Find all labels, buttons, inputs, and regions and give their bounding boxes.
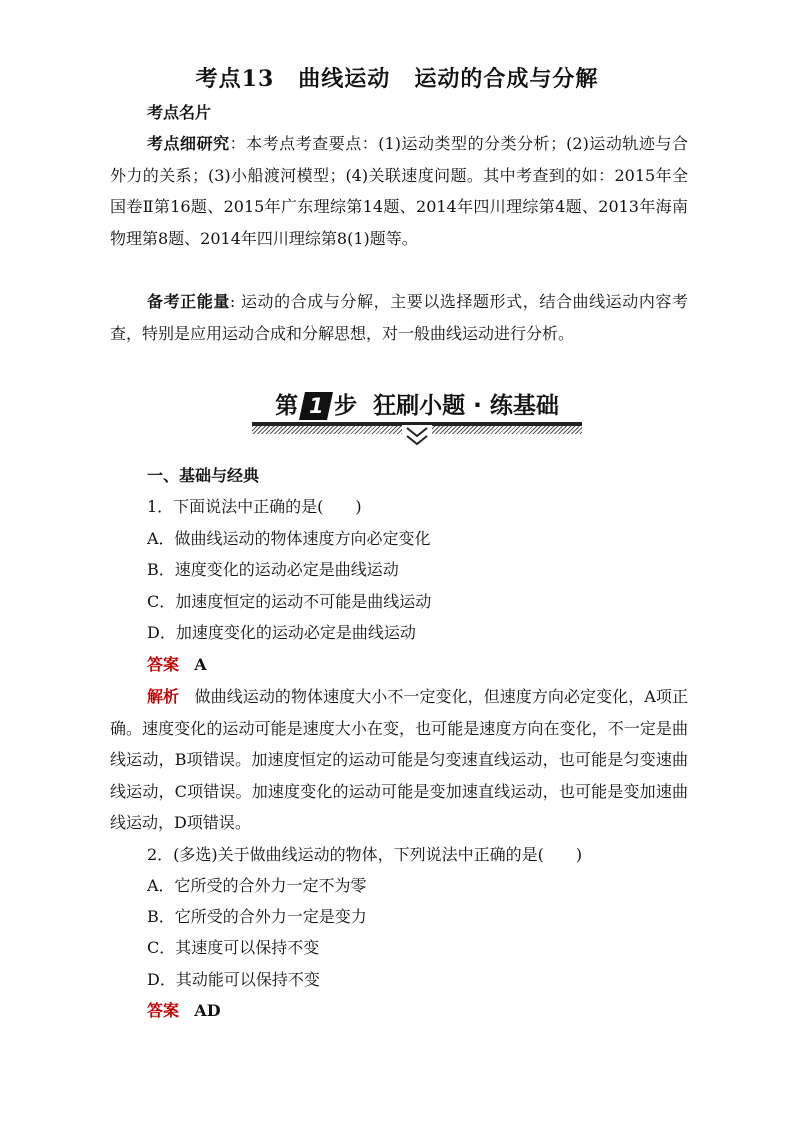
q2-answer-label: 答案 [147,1001,180,1020]
double-chevron-down-icon [402,425,432,447]
q1-option-b: B．速度变化的运动必定是曲线运动 [147,560,399,579]
q1-option-a: A．做曲线运动的物体速度方向必定变化 [147,529,431,548]
step-number-badge [299,392,333,420]
title-topic-name: 曲线运动 [298,66,391,92]
step-number: 1 [308,394,324,418]
detail-label: 考点细研究 [147,134,230,153]
detail-paragraph [110,128,688,254]
q2-option-a: A．它所受的合外力一定不为零 [147,876,367,895]
page-title [0,62,794,93]
q2-stem: 2．(多选)关于做曲线运动的物体，下列说法中正确的是( ) [147,845,583,864]
step-banner [252,383,582,453]
section-heading: 一、基础与经典 [147,466,260,485]
q2-answer-line [147,995,737,1027]
banner-title [252,387,582,420]
q1-analysis-text: 做曲线运动的物体速度大小不一定变化，但速度方向必定变化，A项正确。速度变化的运动可能是速度大小在变，也可能是速度方向在变化，不一定是曲线运动，B项错误。加速度恒定的运动可能是匀变速直线运动，也可能是匀变速曲线运动，C项错误。加速度变化的运动可能是变加速直线运动，也可能是变加速曲线运动，D项错误。 [110,687,688,832]
q1-analysis-label: 解析 [147,687,180,706]
title-topic-number: 考点13 [195,66,275,92]
banner-slogan: 狂刷小题 · 练基础 [373,393,559,419]
q2-option-c: C．其速度可以保持不变 [147,938,320,957]
energy-label: 备考正能量 [147,292,230,311]
detail-text: ：本考点考查要点：(1)运动类型的分类分析；(2)运动轨迹与合外力的关系；(3)小船渡河模型；(4)关联速度问题。其中考查到的如：2015年全国卷Ⅱ第16题、2015年广东理综第14题、2014年四川理综第4题、2013年海南物理第8题、2014年四川理综第8(1)题等。 [110,134,688,248]
q1-option-c: C．加速度恒定的运动不可能是曲线运动 [147,592,432,611]
q1-stem: 1．下面说法中正确的是( ) [147,497,362,516]
energy-paragraph [110,286,688,349]
q1-answer: A [194,655,207,674]
q1-answer-label: 答案 [147,655,180,674]
q2-option-d: D．其动能可以保持不变 [147,970,320,989]
q1-answer-line [147,649,737,681]
banner-prefix: 第 [275,393,299,419]
energy-text: : 运动的合成与分解，主要以选择题形式，结合曲线运动内容考查，特别是应用运动合成和分解思想，对一般曲线运动进行分析。 [110,292,688,343]
q1-option-d: D．加速度变化的运动必定是曲线运动 [147,623,416,642]
q1-analysis [110,681,688,839]
title-topic-subname: 运动的合成与分解 [414,66,599,92]
q2-option-b: B．它所受的合外力一定是变力 [147,907,367,926]
q2-answer: AD [194,1001,221,1020]
card-label: 考点名片 [147,103,212,122]
banner-suffix: 步 [334,393,358,419]
